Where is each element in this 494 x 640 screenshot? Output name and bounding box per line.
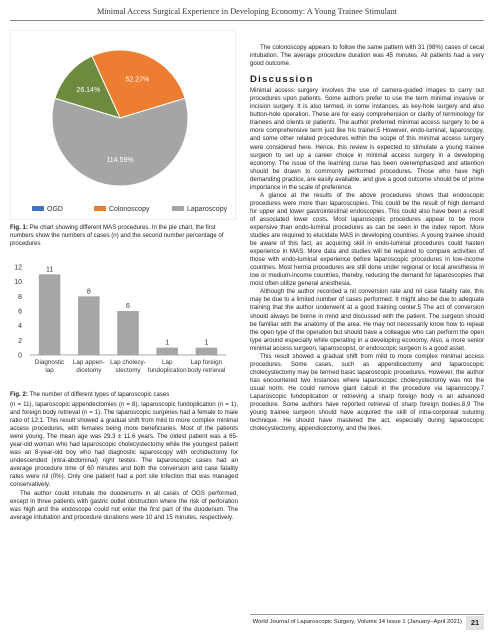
discussion-paragraph: Minimal access surgery involves the use of camera-guided images to carry out procedures upon patients. Some authors prefer to use the term minimal invasive or incision surgery. It is also termed, in some instances, as key-hole surgery and also button-hole operation. These are for easy comprehension or clarity of terminology for trainees and clients or patients. The author preferred minimal access surgery to be a more comprehensive term just like his trainer.5 However, endo-luminal, laparoscopy, and some other related procedures within the scope of this minimal access surgery were considered here. Hence, this review is expected to stimulate a young trainee surgeon to set up a career choice in minimal access surgery in a developing economy. The issue of the learning curve has been overemphasized and attention should be drawn to commonly performed procedures. Those who have high demanding practice, are easily available, and give a good outcome should be of prime importance in the scale of preference. bbox=[250, 87, 484, 191]
y-tick-label: 12 bbox=[14, 264, 22, 272]
x-category-label: lap bbox=[45, 367, 54, 374]
discussion-paragraph: This result showed a gradual shift from mild to more complex minimal access procedures. Some cases, such as appendicectomy and laparoscopic cholecystectomy may be termed basic laparoscopic procedures. However, the author has encountered two instances where laparoscopic cholecystectomy was not the usual norm. He could remove giant calculi in the procedure via laparoscopy.7 Laparoscopic fundoplication or retrieving a sharp foreign body is an advanced procedure. Some authors have reported retrieval of sharp foreign bodies.8,9 The young trainee surgeon should have acquired the skill of intra-corporeal suturing technique. He should have mastered the act, especially during laparoscopic cholecystectomy, appendicectomy, and the likes. bbox=[250, 352, 484, 433]
y-tick-label: 2 bbox=[18, 337, 22, 345]
legend-label: OGD bbox=[47, 206, 63, 213]
figure2-caption-text: The number of different types of laparoscopic cases bbox=[29, 391, 170, 398]
legend-swatch bbox=[172, 206, 184, 211]
x-category-label: Lap cholecy- bbox=[110, 359, 146, 366]
figure2-caption-label: Fig. 2: bbox=[10, 391, 28, 398]
footer-rule bbox=[250, 614, 484, 615]
header-rule bbox=[10, 20, 484, 21]
bar-data-label: 6 bbox=[126, 303, 130, 310]
x-category-label: Diagnostic bbox=[34, 359, 65, 366]
legend-swatch bbox=[32, 206, 44, 211]
bar bbox=[196, 348, 218, 355]
bar bbox=[78, 296, 100, 355]
y-tick-label: 10 bbox=[14, 279, 22, 287]
pie-data-label: 52.27% bbox=[125, 76, 150, 84]
right-column-text bbox=[250, 44, 484, 433]
journal-citation: World Journal of Laparoscopic Surgery, Volume 14 Issue 1 (January–April 2021) bbox=[252, 619, 462, 625]
x-category-label: stectomy bbox=[115, 367, 141, 374]
legend-label: Laparoscopy bbox=[187, 206, 228, 213]
discussion-paragraph: A glance at the results of the above procedures shows that endoscopic procedures were more than laparoscopies. This could be the result of high demand for upper and lower gastrointestinal endoscopies. This could also have been a result of associated lower costs. Most laparoscopic procedures appear to be more expensive than endo-luminal procedures as can be seen in the index report. More studies are required to elucidate MAS in developing countries. A young trainee should be aware of this fact, as acquiring skill in endo-luminal procedures could hasten experience in MAS. More data and studies will be required to compare activities of those with endo-luminal experience before laparoscopic procedures in low-income countries. Most hernia procedures are still done under regional or local anesthesia in low or medium-income countries, thereby, reducing the demand for laparoscopies that most often utilize general anesthesia. bbox=[250, 191, 484, 288]
figure2-caption bbox=[10, 391, 238, 399]
bar bbox=[117, 311, 139, 355]
pie-chart bbox=[10, 30, 236, 220]
y-tick-label: 0 bbox=[18, 352, 22, 360]
x-category-label: Lap bbox=[161, 359, 173, 366]
discussion-paragraph: Although the author recorded a nil conversion rate and nil case fatality rate, this may be due to a limited number of cases performed. It might also be due to adequate training that the author underwent at a good training center.5 The act of conversion should always be borne in mind and discussed with the patient. The surgeon should be familiar with the anatomy of the area. He may not necessarily know how to repeat the open type of the operation but should have a colleague who can perform the open type around especially while operating in a developing economy. Also, a more senior minimal access surgeon, laparoscopist, or endoscopic surgeon is a good asset. bbox=[250, 288, 484, 352]
pie-data-label: 114.59% bbox=[106, 157, 134, 165]
y-tick-label: 6 bbox=[18, 308, 22, 316]
bar-data-label: 8 bbox=[86, 288, 91, 296]
bar bbox=[156, 348, 178, 355]
legend-label: Colonoscopy bbox=[109, 206, 150, 213]
figure1-caption-label: Fig. 1: bbox=[10, 224, 28, 231]
x-category-label: dicetomy bbox=[76, 367, 102, 374]
bar-chart bbox=[10, 245, 238, 390]
y-tick-label: 4 bbox=[18, 323, 22, 331]
body-paragraph: (n = 11), laparoscopic appendectomies (n = 8), laparoscopic fundoplication (n = 1), and foreign body retrieval (n = 1). The laparoscopic surgeries had a female to male ratio of 12:1. This result showed a gradual shift from mild to more complex minimal access procedures, with females being more beneficiaries. Most of the patients were young. The mean age was 29.3 ± 11.6 years. The oldest patient was a 65-year-old woman who had laparoscopic cholecystectomy while the youngest patient was an 8-year-old boy who had diagnostic laparoscopy with orchidectomy for undescended (intra-abdominal) right testes. The laparoscopic cases had an average procedure time of 60 minutes and both the conversion and case fatality rates were nil (0%). Only one patient had a port site infection that was managed conservatively. bbox=[10, 401, 238, 489]
y-tick-label: 8 bbox=[18, 293, 22, 301]
x-category-label: fundoplication bbox=[147, 367, 187, 374]
left-column-text bbox=[10, 401, 238, 522]
page-number: 21 bbox=[466, 616, 484, 630]
x-category-label: Lap foreign bbox=[190, 359, 223, 366]
legend-swatch bbox=[94, 206, 106, 211]
body-paragraph: The author could intubate the duodenums in all cases of OGS performed, except in three patients with gastric outlet obstruction where the risk of perforation was high and the endoscope could not enter the first part of the duodenum. The average intubation and procedure durations were 10 and 15 minutes, respectively. bbox=[10, 489, 238, 521]
pie-data-label: 26.14% bbox=[76, 87, 101, 95]
bar-data-label: 11 bbox=[45, 266, 54, 274]
x-category-label: body retrieval bbox=[187, 367, 226, 374]
results-paragraph: The colonoscopy appears to follow the same pattern with 31 (98%) cases of cecal intubation. The average procedure duration was 45 minutes. All patients had a very good outcome. bbox=[250, 44, 484, 68]
section-heading-discussion: Discussion bbox=[250, 74, 314, 86]
page-footer bbox=[250, 616, 484, 630]
bar-data-label: 1 bbox=[204, 339, 209, 347]
figure1-caption-text: Pie chart showing different MAS procedures. In the pie chart, the first numbers show the numbers of cases (n) and the second number percentage of procedures bbox=[10, 224, 224, 248]
bar bbox=[39, 274, 61, 355]
bar-data-label: 1 bbox=[165, 339, 170, 347]
running-header: Minimal Access Surgical Experience in Developing Economy: A Young Trainee Stimulant bbox=[96, 7, 398, 16]
x-category-label: Lap appen- bbox=[72, 359, 105, 366]
